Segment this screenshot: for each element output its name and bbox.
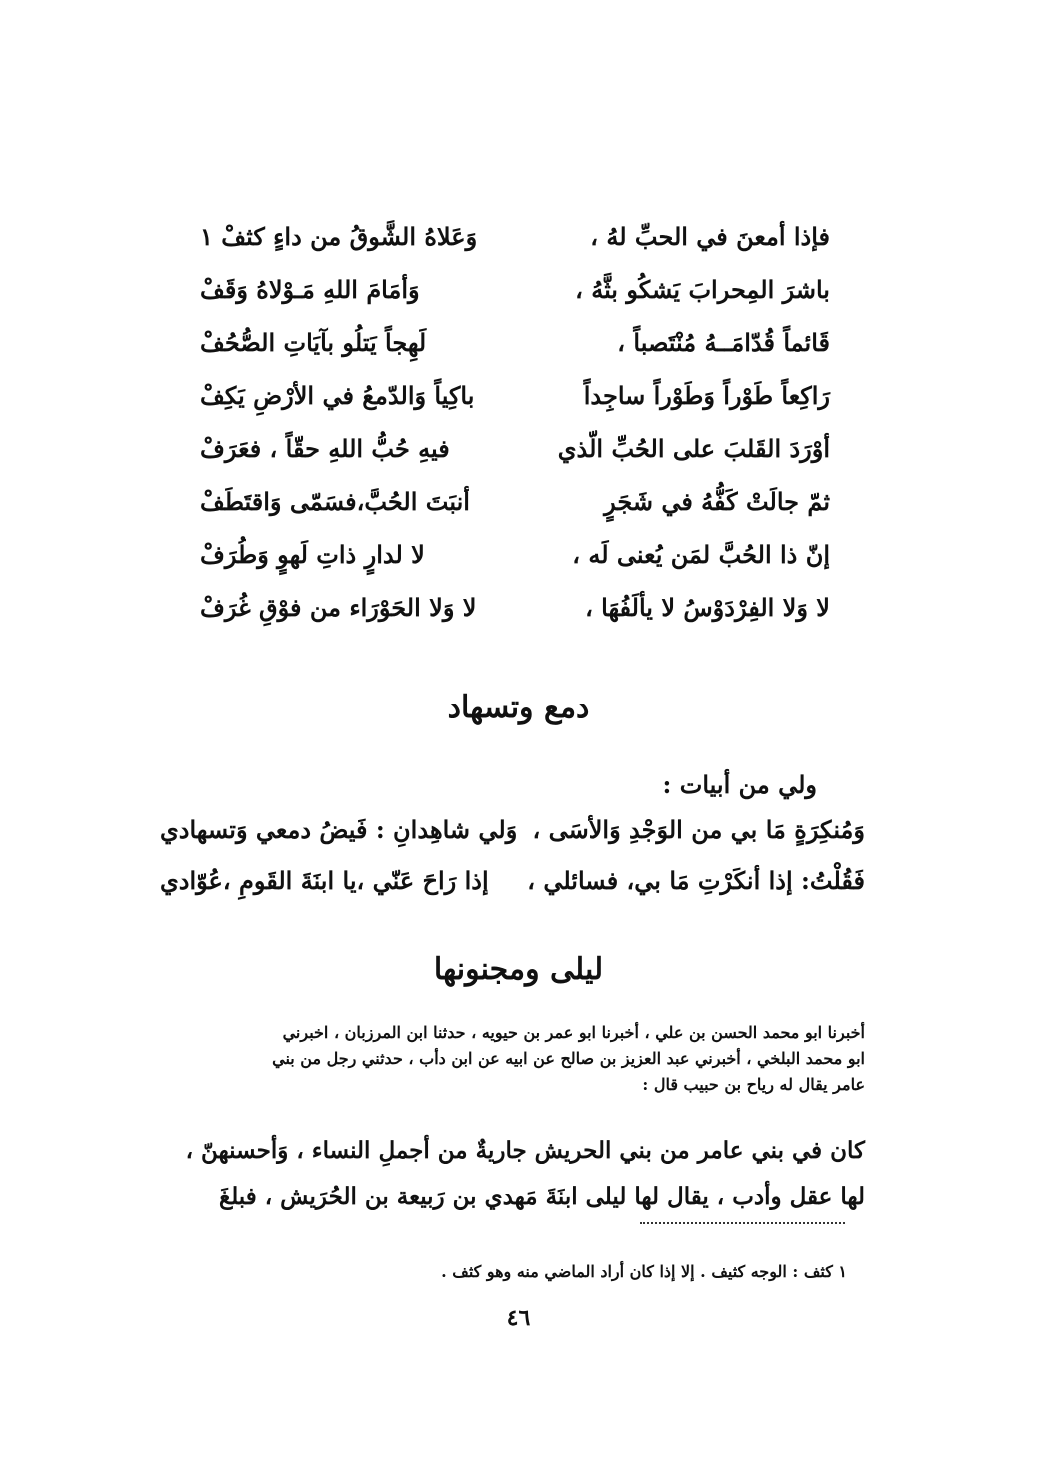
verse-row — [200, 593, 830, 643]
verse-row — [200, 540, 830, 590]
verse-second-hemistich: لَهِجاً يَتلُو بآيَاتِ الصُّحُفْ — [200, 328, 427, 357]
verse-second-hemistich: وَعَلاهُ الشَّوقُ من داءٍ كثفْ ١ — [200, 222, 478, 251]
isnad-paragraph — [160, 1020, 865, 1098]
verse-row — [200, 328, 830, 378]
prose-line: لها عقل وأدب ، يقال لها ليلى ابنَةَ مَهدي بن رَبيعة بن الحُرَيش ، فبلغَ — [218, 1183, 865, 1210]
verse-second-hemistich: لا لدارٍ ذاتِ لَهوٍ وَطُرَفْ — [200, 540, 425, 569]
verse-second-hemistich: باكِياً وَالدّمعُ في الأرْضِ يَكِفْ — [200, 381, 475, 410]
verse-first-hemistich: فإذا أمعنَ في الحبِّ لهُ ، — [590, 222, 830, 251]
verse-first-hemistich: إنّ ذا الحُبَّ لمَن يُعنى لَه ، — [572, 540, 830, 569]
verse-first-hemistich: وَمُنكِرَةٍ مَا بي من الوَجْدِ وَالأسَى ، — [532, 815, 865, 844]
verse-second-hemistich: وَلي شاهِدانِ : فَيضُ دمعي وَتسهادي — [160, 815, 518, 844]
section-heading: ليلى ومجنونها — [433, 952, 604, 987]
section-heading: دمع وتسهاد — [447, 690, 590, 725]
footnote-separator — [640, 1222, 845, 1224]
prose-line: كان في بني عامر من بني الحريش جاريةٌ من أجملِ النساء ، وَأحسنهنّ ، — [185, 1137, 865, 1164]
verse-second-hemistich: إذا رَاحَ عَنّي ،يا ابنَةَ القَومِ ،عُوّادي — [160, 866, 489, 895]
verse-first-hemistich: ثمّ جالَتْ كَفُّهُ في شَجَرٍ — [604, 487, 830, 516]
verse-row — [160, 866, 865, 916]
verse-row — [200, 434, 830, 484]
verse-second-hemistich: لا وَلا الحَوْرَاء من فوْقِ غُرَفْ — [200, 593, 477, 622]
verse-first-hemistich: قَائماً قُدّامَــهُ مُنْتَصباً ، — [617, 328, 830, 357]
verse-row — [200, 275, 830, 325]
verse-first-hemistich: لا وَلا الفِرْدَوْسُ لا يألَفُهَا ، — [585, 593, 830, 622]
isnad-line: أخبرنا ابو محمد الحسن بن علي ، أخبرنا ابو عمر بن حيويه ، حدثنا ابن المرزبان ، اخبرني — [282, 1023, 865, 1042]
verse-second-hemistich: أنبَتَ الحُبَّ،فسَمّى وَاقتَطَفْ — [200, 487, 470, 516]
verse-first-hemistich: فَقُلْتُ: إذا أنكَرْتِ مَا بي، فسائلي ، — [527, 866, 865, 895]
intro-line: ولي من أبيات : — [662, 770, 817, 799]
verse-row — [200, 381, 830, 431]
isnad-line: عامر يقال له رياح بن حبيب قال : — [642, 1075, 865, 1094]
verse-row — [200, 222, 830, 272]
verse-row — [200, 487, 830, 537]
footnote: ١ كثف : الوجه كثيف . إلا إذا كان أراد الماضي منه وهو كثف . — [441, 1262, 847, 1281]
isnad-line: ابو محمد البلخي ، أخبرني عبد العزيز بن صالح عن ابيه عن ابن دأب ، حدثني رجل من بني — [272, 1049, 865, 1068]
verse-second-hemistich: وَأمَامَ اللهِ مَـوْلاهُ وَقَفْ — [200, 275, 420, 304]
verse-row — [160, 815, 865, 865]
verse-first-hemistich: باشرَ المِحرابَ يَشكُو بثَّهُ ، — [575, 275, 830, 304]
verse-first-hemistich: أوْرَدَ القَلبَ على الحُبِّ الّذي — [557, 434, 830, 463]
page-number: ٤٦ — [506, 1305, 531, 1331]
verse-first-hemistich: رَاكِعاً طَوْراً وَطَوْراً ساجِداً — [583, 381, 830, 410]
verse-second-hemistich: فيهِ حُبُّ اللهِ حقّاً ، فعَرَفْ — [200, 434, 450, 463]
prose-paragraph — [160, 1128, 865, 1220]
